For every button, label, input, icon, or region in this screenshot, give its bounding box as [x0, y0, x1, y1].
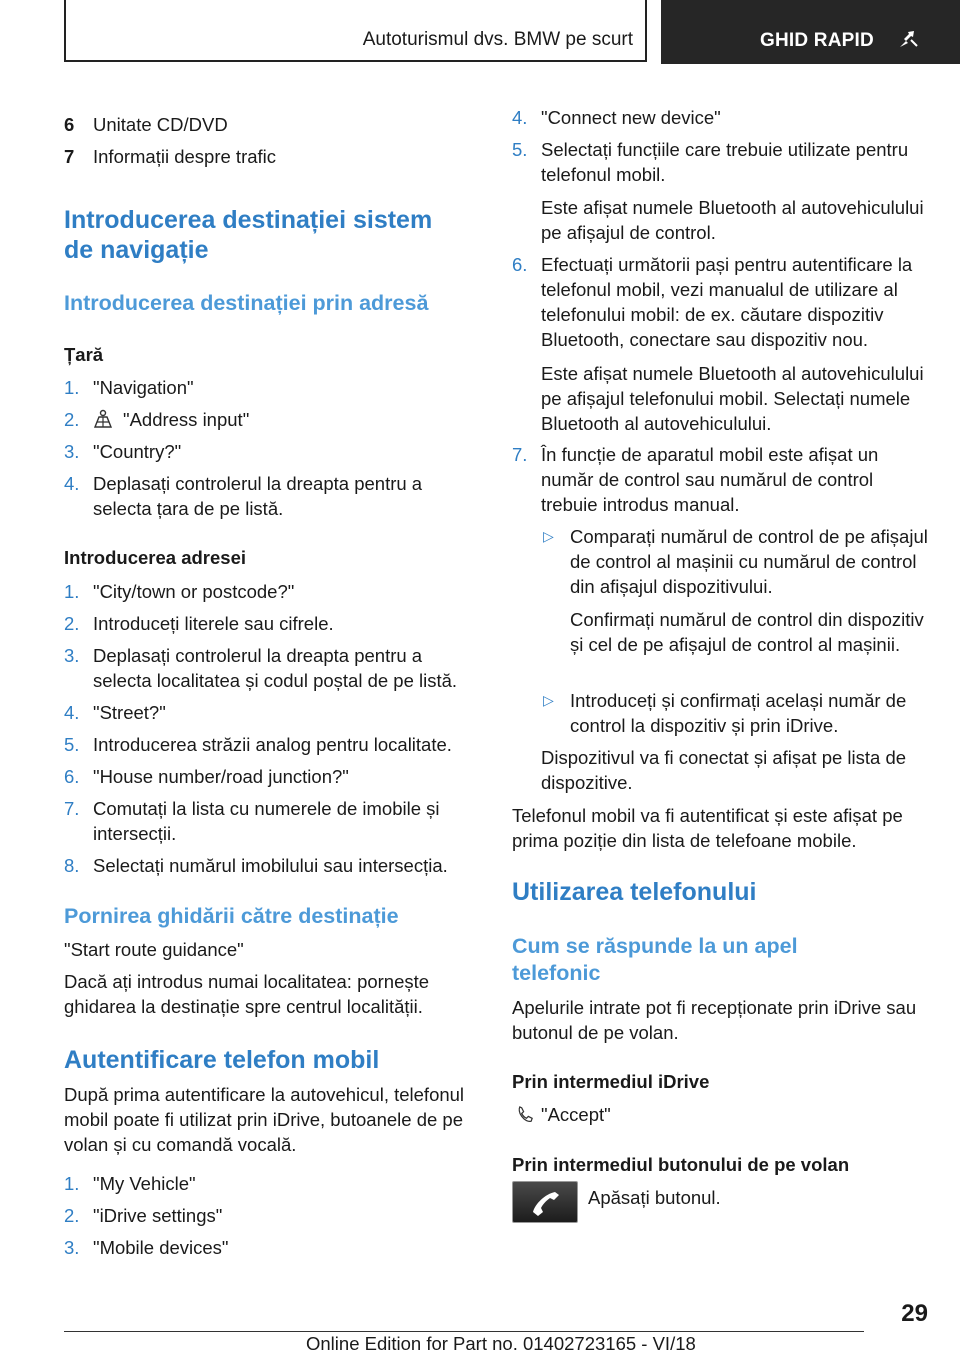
edition-note: Online Edition for Part no. 01402723165 - VI/18 — [306, 1333, 696, 1354]
chapter-title: Autoturismul dvs. BMW pe scurt — [362, 29, 633, 50]
lightning-plug-icon — [897, 28, 919, 50]
steering-wheel-phone-button-image — [512, 1181, 578, 1223]
subheading-address-input: Introducerea adresei — [64, 547, 246, 568]
triangle-bullet-icon: ▷ — [543, 528, 554, 544]
guidance-command: "Start route guidance" — [64, 939, 244, 960]
guidance-paragraph: Dacă ați introdus numai localitatea: pornește ghidarea la destinație spre centrul localității. — [64, 971, 430, 1017]
navigation-map-icon — [93, 409, 113, 429]
heading-navigation: Introducerea destinației sistem de navigație — [64, 206, 433, 264]
heading-guidance: Pornirea ghidării către destinație — [64, 904, 399, 928]
heading-phone-use: Utilizarea telefonului — [512, 878, 757, 906]
quick-guide-label: GHID RAPID — [760, 30, 874, 51]
heading-answer-call: Cum se răspunde la un apel telefonic — [512, 934, 798, 985]
footer-divider — [64, 1331, 864, 1332]
triangle-bullet-icon: ▷ — [543, 692, 554, 708]
heading-phone-registration: Autentificare telefon mobil — [64, 1046, 380, 1074]
quick-guide-tab — [661, 0, 960, 64]
phone-accept-icon — [516, 1105, 535, 1124]
page-number: 29 — [901, 1300, 928, 1327]
subheading-steering-wheel: Prin intermediul butonului de pe volan — [512, 1154, 850, 1175]
steering-button-row — [512, 1181, 930, 1223]
phone-paragraph: După prima autentificare la autovehicul, telefonul mobil poate fi utilizat prin iDrive, butoanele de pe volan și cu comandă vocală. — [64, 1084, 465, 1155]
subheading-country: Țară — [64, 344, 104, 365]
press-button-text: Apăsați butonul. — [588, 1187, 721, 1208]
phone-handset-icon — [513, 1182, 577, 1222]
answer-paragraph: Apelurile intrate pot fi recepționate prin iDrive sau butonul de pe volan. — [512, 997, 917, 1043]
auth-paragraph: Telefonul mobil va fi autentificat și este afișat pe prima poziție din lista de telefoane mobile. — [512, 805, 903, 851]
subheading-idrive: Prin intermediul iDrive — [512, 1071, 710, 1092]
heading-address: Introducerea destinației prin adresă — [64, 291, 429, 315]
running-header — [64, 0, 647, 62]
